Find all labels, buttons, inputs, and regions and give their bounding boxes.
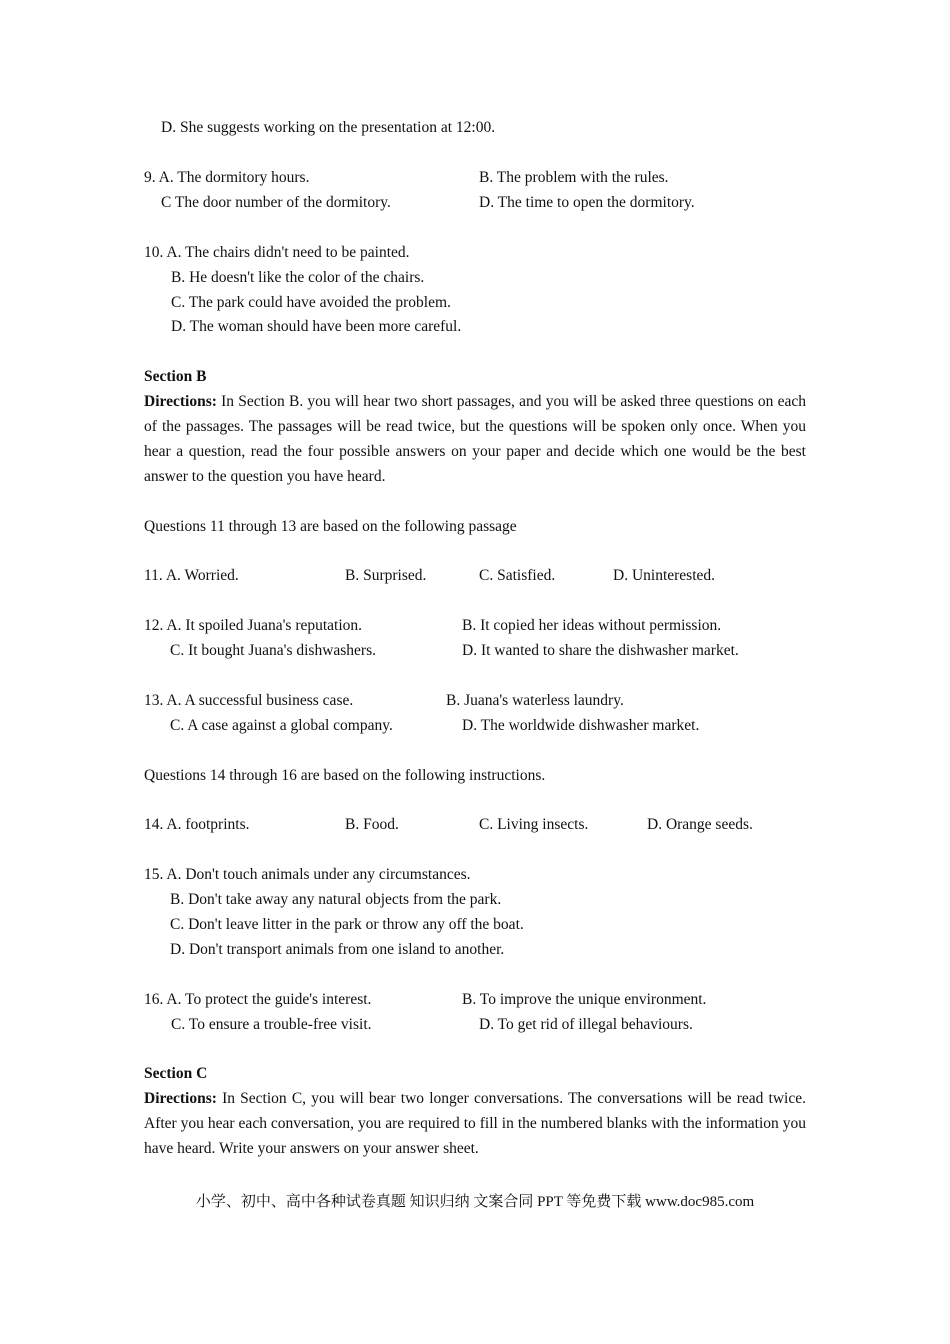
q10-option-a: 10. A. The chairs didn't need to be painted. bbox=[144, 244, 410, 261]
q10-option-d: D. The woman should have been more careful. bbox=[171, 318, 462, 335]
q12-option-d: D. It wanted to share the dishwasher market. bbox=[462, 642, 739, 659]
passage-1-intro: Questions 11 through 13 are based on the following passage bbox=[144, 518, 517, 535]
q11-option-a: 11. A. Worried. bbox=[144, 567, 239, 584]
q10-option-b: B. He doesn't like the color of the chairs. bbox=[171, 269, 425, 286]
q9-option-a: 9. A. The dormitory hours. bbox=[144, 169, 310, 186]
section-c-title: Section C bbox=[144, 1065, 208, 1082]
q14-option-a: 14. A. footprints. bbox=[144, 816, 250, 833]
q9-option-c: C The door number of the dormitory. bbox=[161, 194, 391, 211]
passage-2-intro: Questions 14 through 16 are based on the following instructions. bbox=[144, 767, 546, 784]
directions-label: Directions: bbox=[144, 1090, 217, 1107]
directions-text: In Section B. you will hear two short passages, and you will be asked three questions on each of the passages. The passages will be read twice, but the questions will be spoken only once. When you hear a question, read the four possible answers on your paper and decide which one would be the best answer to the question you have heard. bbox=[144, 393, 806, 485]
q15-option-a: 15. A. Don't touch animals under any circumstances. bbox=[144, 866, 471, 883]
directions-label: Directions: bbox=[144, 393, 217, 410]
q12-option-b: B. It copied her ideas without permission. bbox=[462, 617, 722, 634]
q12-option-a: 12. A. It spoiled Juana's reputation. bbox=[144, 617, 363, 634]
q9-option-d: D. The time to open the dormitory. bbox=[479, 194, 695, 211]
q13-option-a: 13. A. A successful business case. bbox=[144, 692, 354, 709]
q16-option-c: C. To ensure a trouble-free visit. bbox=[171, 1016, 372, 1033]
q13-option-d: D. The worldwide dishwasher market. bbox=[462, 717, 700, 734]
q13-option-c: C. A case against a global company. bbox=[170, 717, 393, 734]
q8-option-d: D. She suggests working on the presentation at 12:00. bbox=[161, 119, 496, 136]
q10-option-c: C. The park could have avoided the problem. bbox=[171, 294, 451, 311]
page-footer: 小学、初中、高中各种试卷真题 知识归纳 文案合同 PPT 等免费下载 www.doc985.com bbox=[195, 1194, 755, 1210]
q11-option-b: B. Surprised. bbox=[345, 567, 427, 584]
q14-option-d: D. Orange seeds. bbox=[647, 816, 753, 833]
q14-option-b: B. Food. bbox=[345, 816, 399, 833]
section-c-directions bbox=[144, 1086, 806, 1161]
q14-option-c: C. Living insects. bbox=[479, 816, 589, 833]
q9-option-b: B. The problem with the rules. bbox=[479, 169, 669, 186]
q15-option-b: B. Don't take away any natural objects from the park. bbox=[170, 891, 502, 908]
q16-option-a: 16. A. To protect the guide's interest. bbox=[144, 991, 372, 1008]
directions-text: In Section C, you will bear two longer conversations. The conversations will be read twice. After you hear each conversation, you are required to fill in the numbered blanks with the information you have heard. Write your answers on your answer sheet. bbox=[144, 1090, 806, 1157]
q16-option-b: B. To improve the unique environment. bbox=[462, 991, 707, 1008]
section-b-title: Section B bbox=[144, 368, 207, 385]
q11-option-d: D. Uninterested. bbox=[613, 567, 716, 584]
q12-option-c: C. It bought Juana's dishwashers. bbox=[170, 642, 376, 659]
q16-option-d: D. To get rid of illegal behaviours. bbox=[479, 1016, 693, 1033]
q13-option-b: B. Juana's waterless laundry. bbox=[446, 692, 624, 709]
q15-option-d: D. Don't transport animals from one island to another. bbox=[170, 941, 505, 958]
section-b-directions bbox=[144, 389, 806, 489]
q15-option-c: C. Don't leave litter in the park or throw any off the boat. bbox=[170, 916, 524, 933]
q11-option-c: C. Satisfied. bbox=[479, 567, 556, 584]
